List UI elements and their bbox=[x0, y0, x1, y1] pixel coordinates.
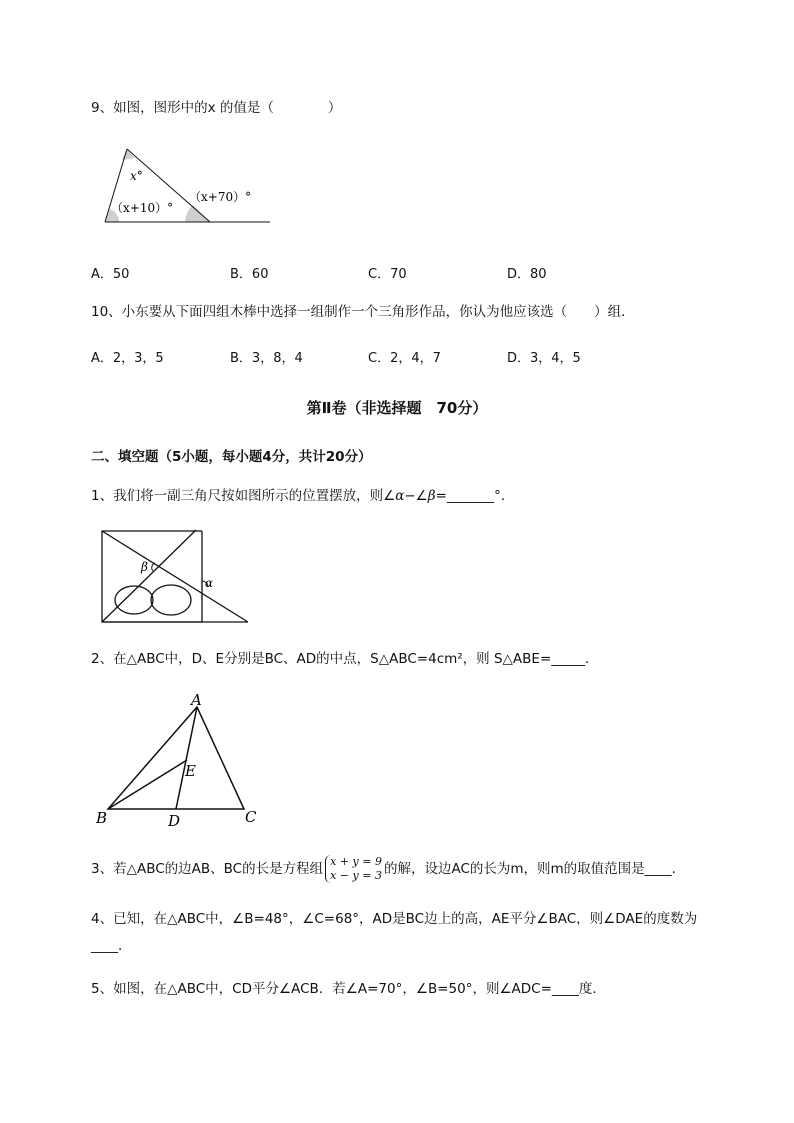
f3-eq1: x + y = 9 bbox=[330, 855, 382, 868]
q9-stem: 9、如图，图形中的x 的值是（ ） bbox=[91, 100, 342, 116]
q9-option-a[interactable]: A．50 bbox=[91, 267, 130, 282]
f2-label-b: B bbox=[96, 809, 108, 827]
f1-figure bbox=[98, 525, 258, 630]
q9-label-top: x° bbox=[130, 169, 143, 183]
q9-option-d[interactable]: D．80 bbox=[507, 267, 547, 282]
q9-option-c[interactable]: C．70 bbox=[368, 267, 407, 282]
f2-triangle-abc bbox=[108, 707, 244, 809]
q10-option-b[interactable]: B．3，8，4 bbox=[230, 351, 303, 366]
f2-segment-ad bbox=[176, 707, 197, 809]
f3-post: 的解，设边AC的长为m，则m的取值范围是____． bbox=[383, 861, 686, 877]
f2-segment-be bbox=[108, 760, 187, 809]
f1-hole-right bbox=[151, 585, 191, 615]
f3-eq2: x − y = 3 bbox=[330, 869, 382, 882]
f1-stem bbox=[91, 487, 514, 505]
q10-option-d[interactable]: D．3，4，5 bbox=[507, 351, 581, 366]
f1-post: =_______°． bbox=[435, 488, 515, 504]
f4-line2: ____． bbox=[91, 938, 132, 954]
f3-stem bbox=[91, 853, 685, 885]
f2-label-e: E bbox=[185, 762, 196, 780]
q10-option-a[interactable]: A．2，3，5 bbox=[91, 351, 164, 366]
f1-diag-1 bbox=[102, 531, 248, 622]
q10-option-c[interactable]: C．2，4，7 bbox=[368, 351, 441, 366]
q9-angle-right-shade bbox=[185, 205, 210, 222]
f1-mid: −∠ bbox=[404, 488, 428, 504]
section-title: 二、填空题（5小题，每小题4分，共计20分） bbox=[91, 449, 372, 465]
f1-label-alpha: α bbox=[205, 576, 214, 590]
f2-label-a: A bbox=[191, 691, 202, 709]
q9-label-right: （x+70）° bbox=[189, 190, 252, 204]
f2-figure bbox=[92, 690, 272, 830]
f2-stem: 2、在△ABC中，D、E分别是BC、AD的中点，S△ABC=4cm²，则 S△ABE=_____． bbox=[91, 651, 599, 667]
f5-stem: 5、如图，在△ABC中，CD平分∠ACB．若∠A=70°，∠B=50°，则∠ADC=____度． bbox=[91, 981, 606, 997]
q10-stem: 10、小东要从下面四组木棒中选择一组制作一个三角形作品，你认为他应该选（ ）组． bbox=[91, 304, 635, 320]
f4-line1: 4、已知，在△ABC中，∠B=48°，∠C=68°，AD是BC边上的高，AE平分∠BAC，则∠DAE的度数为 bbox=[91, 911, 698, 927]
f1-pre: 1、我们将一副三角尺按如图所示的位置摆放，则∠ bbox=[91, 488, 396, 504]
f1-alpha: α bbox=[395, 488, 405, 504]
f2-label-d: D bbox=[168, 812, 181, 830]
f3-pre: 3、若△ABC的边AB、BC的长是方程组 bbox=[91, 861, 324, 877]
f3-equation-system bbox=[325, 855, 382, 883]
part2-title: 第Ⅱ卷（非选择题 70分） bbox=[306, 399, 488, 417]
q9-figure bbox=[95, 140, 295, 240]
q9-option-b[interactable]: B．60 bbox=[230, 267, 269, 282]
q9-label-left: （x+10）° bbox=[111, 201, 174, 215]
f1-label-beta: β bbox=[141, 560, 148, 574]
f1-beta: β bbox=[427, 488, 436, 504]
f2-label-c: C bbox=[245, 808, 257, 826]
